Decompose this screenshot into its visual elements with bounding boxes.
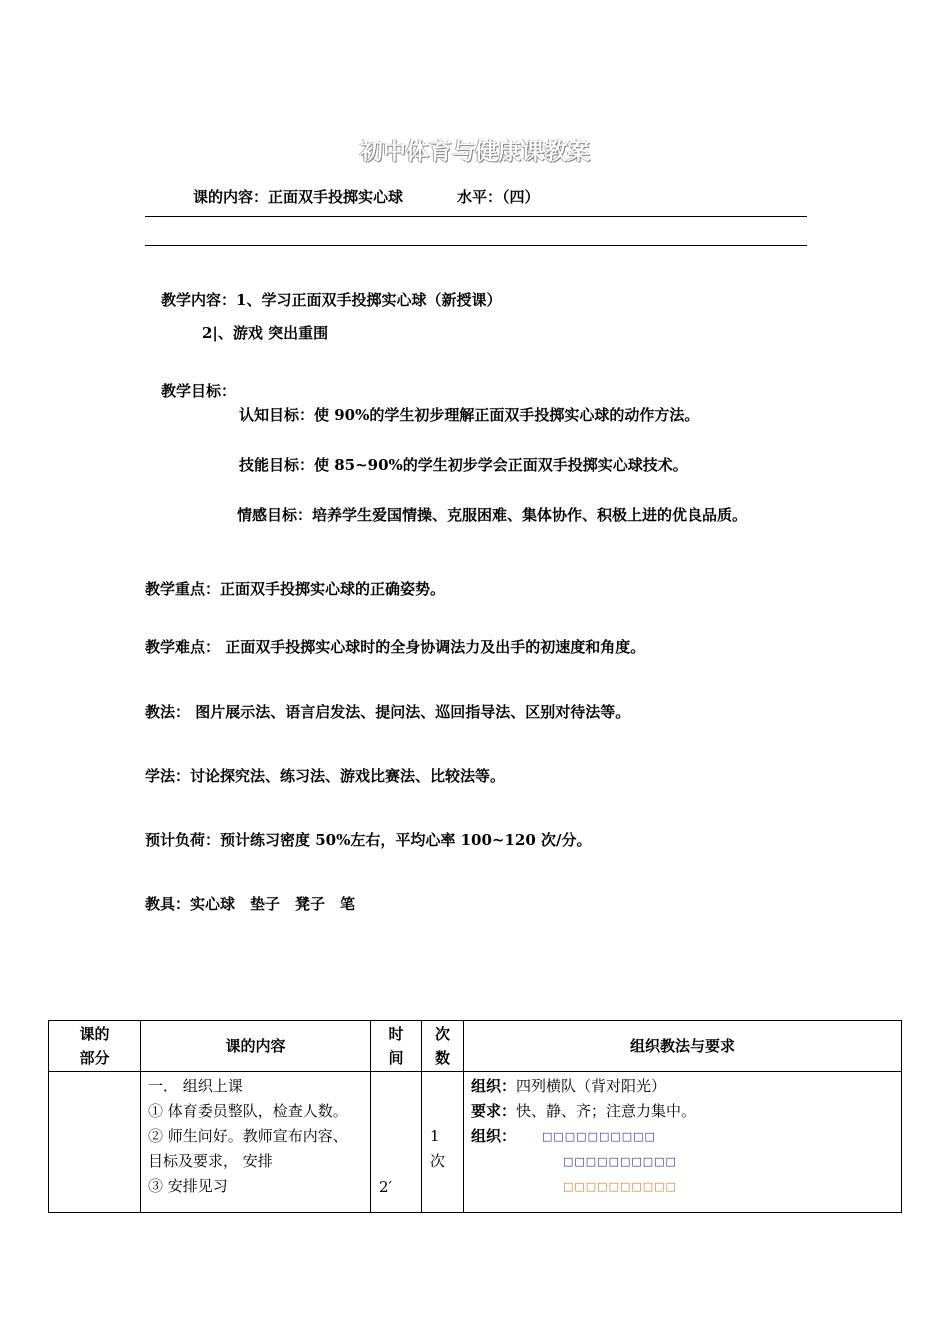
header-time: 时 间 xyxy=(371,1021,422,1072)
org2-line: 组织： □□□□□□□□□□ xyxy=(471,1124,894,1149)
header-rule-bottom xyxy=(145,245,807,246)
teaching-content-line1: 教学内容：1、学习正面双手投掷实心球（新授课） xyxy=(161,291,502,309)
content-line: ② 师生问好。教师宣布内容、 xyxy=(148,1127,348,1145)
difficulty: 教学难点： 正面双手投掷实心球时的全身协调法力及出手的初速度和角度。 xyxy=(145,638,646,656)
times-unit: 次 xyxy=(430,1152,446,1170)
table-header-row xyxy=(49,1021,902,1072)
content-line: ① 体育委员整队，检查人数。 xyxy=(148,1102,348,1120)
table-row xyxy=(49,1072,902,1213)
lesson-plan-table xyxy=(48,1020,902,1213)
goals-heading: 教学目标： xyxy=(161,382,237,400)
header-method: 组织教法与要求 xyxy=(464,1021,902,1072)
row-content xyxy=(141,1072,371,1213)
req-line: 要求：快、静、齐；注意力集中。 xyxy=(471,1102,697,1120)
formation-row-1: □□□□□□□□□□ xyxy=(542,1130,656,1143)
header-times: 次 数 xyxy=(422,1021,464,1072)
header-rule-top xyxy=(145,216,807,217)
content-line: 一． 组织上课 xyxy=(148,1077,243,1095)
equipment: 教具：实心球 垫子 凳子 笔 xyxy=(145,895,356,913)
row-part xyxy=(49,1072,141,1213)
goal-cognitive: 认知目标：使 90%的学生初步理解正面双手投掷实心球的动作方法。 xyxy=(239,406,700,424)
org-line: 组织：四列横队（背对阳光） xyxy=(471,1077,667,1095)
key-point: 教学重点：正面双手投掷实心球的正确姿势。 xyxy=(145,580,446,598)
content-line: 目标及要求， 安排 xyxy=(148,1152,273,1170)
times-value: 1 xyxy=(430,1127,440,1145)
time-value: 2′ xyxy=(379,1178,392,1196)
teaching-content-line2: 2|、游戏 突出重围 xyxy=(202,324,329,342)
exercise-load: 预计负荷：预计练习密度 50%左右，平均心率 100~120 次/分。 xyxy=(145,831,592,849)
level-label: 水平：（四） xyxy=(457,188,540,206)
course-content-label: 课的内容：正面双手投掷实心球 xyxy=(193,188,404,206)
content-line: ③ 安排见习 xyxy=(148,1177,228,1195)
goal-affective: 情感目标：培养学生爱国情操、克服困难、集体协作、积极上进的优良品质。 xyxy=(237,506,748,524)
header-part: 课的 部分 xyxy=(49,1021,141,1072)
formation-row-3: □□□□□□□□□□ xyxy=(563,1180,677,1193)
document-title: 初中体育与健康课教案 xyxy=(360,139,590,165)
learning-method: 学法：讨论探究法、练习法、游戏比赛法、比较法等。 xyxy=(145,767,506,785)
teaching-method: 教法： 图片展示法、语言启发法、提问法、巡回指导法、区别对待法等。 xyxy=(145,703,631,721)
row-time xyxy=(371,1072,422,1213)
row-times xyxy=(422,1072,464,1213)
header-content: 课的内容 xyxy=(141,1021,371,1072)
goal-skill: 技能目标：使 85~90%的学生初步学会正面双手投掷实心球技术。 xyxy=(239,456,688,474)
formation-row-2: □□□□□□□□□□ xyxy=(563,1155,677,1168)
row-method xyxy=(464,1072,902,1213)
